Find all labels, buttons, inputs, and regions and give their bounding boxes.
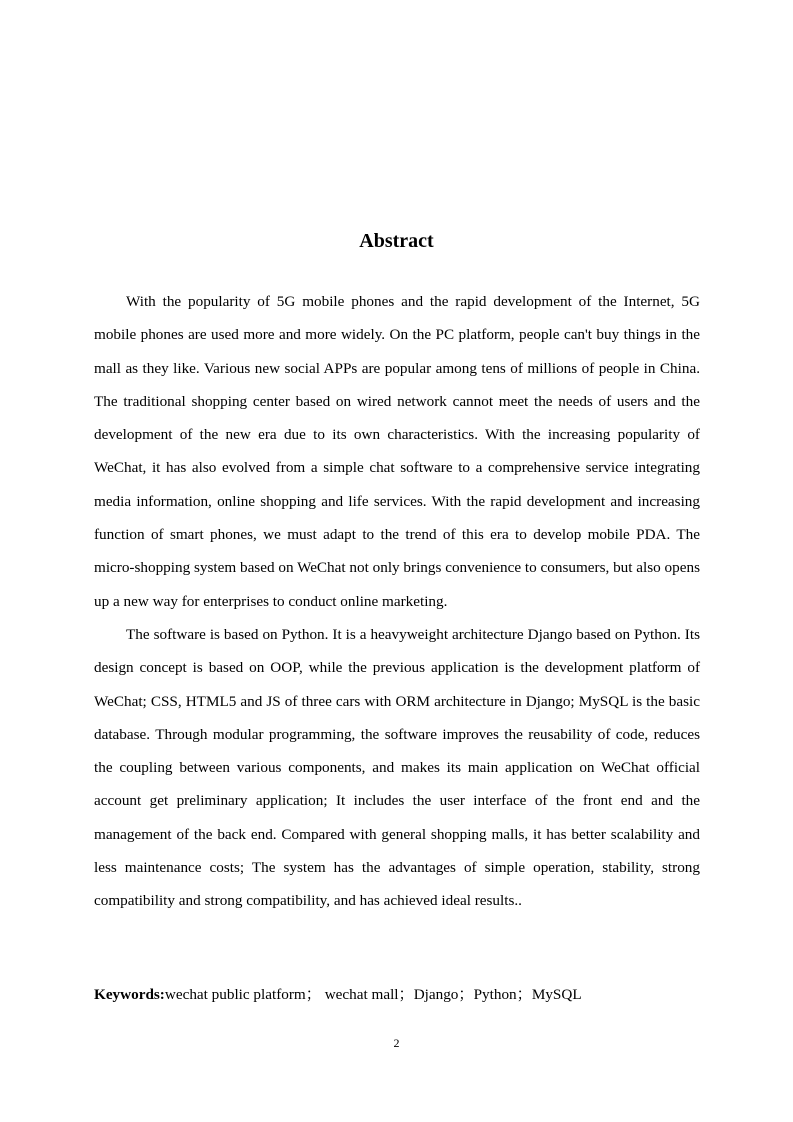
keywords-line [94, 983, 714, 1007]
keywords-label: Keywords: [94, 986, 165, 1003]
abstract-paragraph-1: With the popularity of 5G mobile phones and the rapid development of the Internet, 5G mobile phones are used more and more widely. On the PC platform, people can't buy things in the mall as they like. Various new social APPs are popular among tens of millions of people in China. The traditional shopping center based on wired network cannot meet the needs of users and the development of the new era due to its own characteristics. With the increasing popularity of WeChat, it has also evolved from a simple chat software to a comprehensive service integrating media information, online shopping and life services. With the rapid development and increasing function of smart phones, we must adapt to the trend of this era to develop mobile PDA. The micro-shopping system based on WeChat not only brings convenience to consumers, but also opens up a new way for enterprises to conduct online marketing. [94, 293, 700, 610]
abstract-title: Abstract [359, 230, 434, 252]
abstract-paragraph-2: The software is based on Python. It is a heavyweight architecture Django based on Python. Its design concept is based on OOP, while the previous application is the development platform of WeChat; CSS, HTML5 and JS of three cars with ORM architecture in Django; MySQL is the basic database. Through modular programming, the software improves the reusability of code, reduces the coupling between various components, and makes its main application on WeChat official account get preliminary application; It includes the user interface of the front end and the management of the back end. Compared with general shopping malls, it has better scalability and less maintenance costs; The system has the advantages of simple operation, stability, strong compatibility and strong compatibility, and has achieved ideal results.. [94, 625, 700, 910]
abstract-body [94, 285, 700, 918]
page-number: 2 [393, 1036, 400, 1050]
keywords-list: wechat public platform； wechat mall；Django；Python；MySQL [164, 986, 582, 1003]
